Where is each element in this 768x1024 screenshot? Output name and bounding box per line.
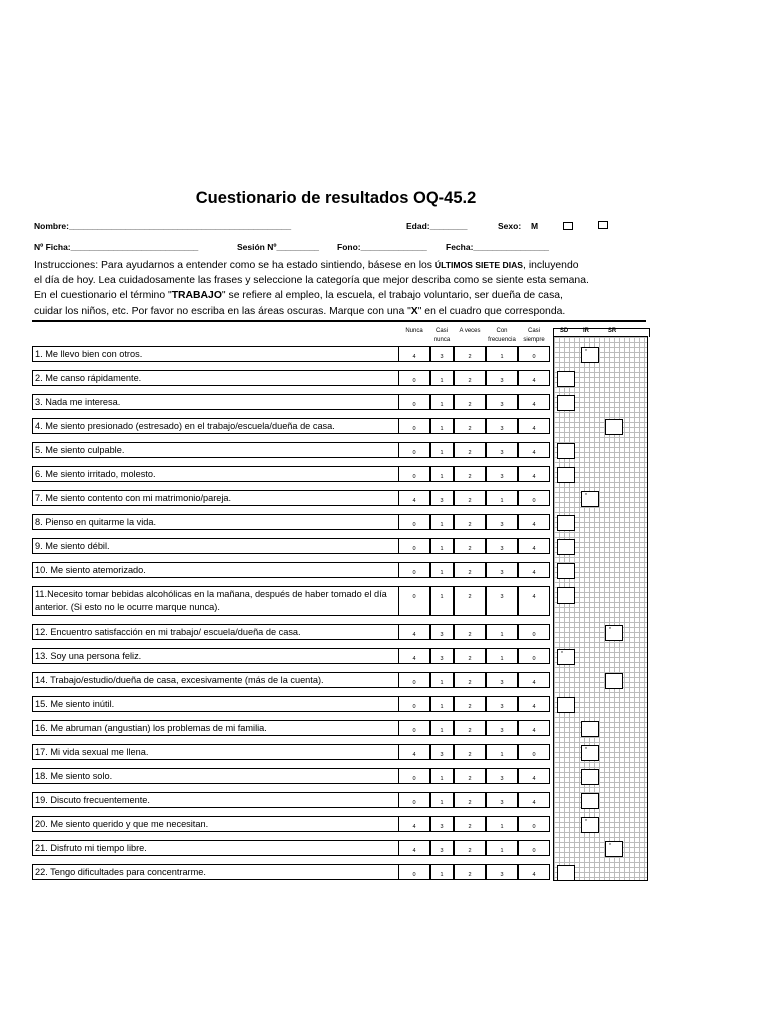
column-header: A veces <box>459 328 481 334</box>
answer-cell[interactable]: 2 <box>454 864 486 880</box>
question-row <box>32 792 550 808</box>
answer-cell[interactable]: 2 <box>454 720 486 736</box>
question-text: 14. Trabajo/estudio/dueña de casa, excesivamente (más de la cuenta). <box>32 672 400 688</box>
subscale-box-sd <box>557 467 575 483</box>
sexo-m-label: M <box>531 221 539 231</box>
subscale-box-sr <box>605 419 623 435</box>
subscale-box-sd <box>557 395 575 411</box>
answer-cell[interactable]: 4 <box>518 514 550 530</box>
answer-cell[interactable]: 0 <box>398 792 430 808</box>
question-text: 1. Me llevo bien con otros. <box>32 346 400 362</box>
subscale-box-sr <box>605 673 623 689</box>
answer-cell[interactable]: 1 <box>486 744 518 760</box>
answer-cell[interactable]: 1 <box>430 514 454 530</box>
question-text: 22. Tengo dificultades para concentrarme. <box>32 864 400 880</box>
question-text: 7. Me siento contento con mi matrimonio/pareja. <box>32 490 400 506</box>
answer-cell[interactable]: 3 <box>486 394 518 410</box>
answer-cell[interactable]: 3 <box>486 720 518 736</box>
answer-cell[interactable]: 1 <box>430 466 454 482</box>
answer-cell[interactable]: 1 <box>486 840 518 856</box>
answer-cell[interactable]: 0 <box>518 648 550 664</box>
subscale-box-ir: * <box>581 347 599 363</box>
answer-cell[interactable]: 2 <box>454 418 486 434</box>
answer-cell[interactable]: 4 <box>518 720 550 736</box>
answer-cell[interactable]: 0 <box>398 720 430 736</box>
answer-cell[interactable]: 3 <box>486 792 518 808</box>
sexo-m-checkbox[interactable] <box>563 222 573 230</box>
question-row <box>32 418 550 434</box>
answer-cell[interactable]: 0 <box>398 586 430 616</box>
question-text: 13. Soy una persona feliz. <box>32 648 400 664</box>
answer-cell[interactable]: 0 <box>518 840 550 856</box>
shaded-scoring-area <box>553 336 648 881</box>
answer-cell[interactable]: 3 <box>486 864 518 880</box>
answer-cell[interactable]: 4 <box>518 466 550 482</box>
question-text: 17. Mi vida sexual me llena. <box>32 744 400 760</box>
answer-cell[interactable]: 3 <box>486 418 518 434</box>
answer-cell[interactable]: 1 <box>430 586 454 616</box>
question-row <box>32 672 550 688</box>
question-row <box>32 490 550 506</box>
answer-cell[interactable]: 0 <box>398 466 430 482</box>
question-row <box>32 370 550 386</box>
question-row <box>32 562 550 578</box>
sesion-field[interactable]: Sesión Nº_________ <box>237 242 320 252</box>
question-row <box>32 768 550 784</box>
fono-field[interactable]: Fono:______________ <box>337 242 427 252</box>
subscale-header-ir: IR <box>583 328 589 334</box>
answer-cell[interactable]: 4 <box>398 840 430 856</box>
subscale-header-sr: SR <box>607 328 617 334</box>
ficha-field[interactable]: Nº Ficha:___________________________ <box>34 242 199 252</box>
answer-cell[interactable]: 3 <box>430 648 454 664</box>
question-text: 2. Me canso rápidamente. <box>32 370 400 386</box>
answer-cell[interactable]: 0 <box>518 346 550 362</box>
answer-cell[interactable]: 3 <box>486 586 518 616</box>
subscale-box-sd <box>557 587 575 604</box>
subscale-box-ir <box>581 721 599 737</box>
answer-cell[interactable]: 0 <box>518 744 550 760</box>
answer-cell[interactable]: 2 <box>454 696 486 712</box>
question-row <box>32 864 550 880</box>
answer-cell[interactable]: 2 <box>454 394 486 410</box>
question-row <box>32 346 550 362</box>
sexo-f-checkbox[interactable] <box>598 221 608 229</box>
answer-cell[interactable]: 1 <box>430 696 454 712</box>
question-text: 8. Pienso en quitarme la vida. <box>32 514 400 530</box>
answer-cell[interactable]: 3 <box>486 370 518 386</box>
question-text: 12. Encuentro satisfacción en mi trabajo/ escuela/dueña de casa. <box>32 624 400 640</box>
answer-cell[interactable]: 4 <box>398 624 430 640</box>
answer-cell[interactable]: 3 <box>486 696 518 712</box>
answer-cell[interactable]: 1 <box>430 562 454 578</box>
answer-cell[interactable]: 4 <box>518 418 550 434</box>
sexo-label: Sexo: <box>498 221 522 231</box>
column-header: Nunca <box>405 328 423 334</box>
answer-cell[interactable]: 3 <box>486 466 518 482</box>
question-row <box>32 466 550 482</box>
question-text: 3. Nada me interesa. <box>32 394 400 410</box>
question-text: 4. Me siento presionado (estresado) en el trabajo/escuela/dueña de casa. <box>32 418 400 434</box>
subscale-box-sd <box>557 539 575 555</box>
answer-cell[interactable]: 1 <box>430 394 454 410</box>
answer-cell[interactable]: 2 <box>454 442 486 458</box>
answer-cell[interactable]: 2 <box>454 346 486 362</box>
answer-cell[interactable]: 1 <box>430 792 454 808</box>
question-text: 16. Me abruman (angustian) los problemas de mi familia. <box>32 720 400 736</box>
answer-cell[interactable]: 3 <box>486 768 518 784</box>
question-text: 15. Me siento inútil. <box>32 696 400 712</box>
subscale-box-sd <box>557 697 575 713</box>
answer-cell[interactable]: 4 <box>398 744 430 760</box>
question-text: 5. Me siento culpable. <box>32 442 400 458</box>
column-header: Casi siempre <box>523 328 545 343</box>
question-text: 20. Me siento querido y que me necesitan. <box>32 816 400 832</box>
question-row <box>32 840 550 856</box>
answer-cell[interactable]: 1 <box>430 672 454 688</box>
answer-cell[interactable]: 4 <box>518 538 550 554</box>
instructions: Instrucciones: Para ayudarnos a entender como se ha estado sintiendo, básese en los ÚLTIMOS SIETE DIAS, incluyendo el día de hoy. Lea cuidadosamente las frases y seleccione la categoría que mejor describa como se siente esta semana. En el cuestionario el término "TRABAJO" se refiere al empleo, la escuela, el trabajo voluntario, ser dueña de casa, cuidar los niños, etc. Por favor no escriba en las áreas oscuras. Marque con una "X" en el cuadro que corresponda. <box>34 260 589 317</box>
subscale-box-sr: * <box>605 625 623 641</box>
answer-cell[interactable]: 0 <box>518 816 550 832</box>
subscale-box-sd <box>557 515 575 531</box>
answer-cell[interactable]: 3 <box>430 346 454 362</box>
subscale-box-sd <box>557 443 575 459</box>
question-row <box>32 442 550 458</box>
answer-cell[interactable]: 3 <box>430 816 454 832</box>
subscale-box-sd: * <box>557 649 575 665</box>
question-row <box>32 394 550 410</box>
page-title: Cuestionario de resultados OQ-45.2 <box>195 189 477 207</box>
answer-cell[interactable]: 4 <box>518 442 550 458</box>
question-row <box>32 720 550 736</box>
question-row <box>32 696 550 712</box>
subscale-box-ir <box>581 793 599 809</box>
answer-cell[interactable]: 0 <box>398 538 430 554</box>
answer-cell[interactable]: 0 <box>398 418 430 434</box>
answer-cell[interactable]: 0 <box>518 490 550 506</box>
answer-cell[interactable]: 0 <box>398 514 430 530</box>
question-row <box>32 816 550 832</box>
answer-cell[interactable]: 3 <box>486 442 518 458</box>
answer-cell[interactable]: 4 <box>518 562 550 578</box>
subscale-header-sd: SD <box>559 328 569 334</box>
answer-cell[interactable]: 0 <box>398 394 430 410</box>
question-row <box>32 744 550 760</box>
answer-cell[interactable]: 1 <box>486 648 518 664</box>
answer-cell[interactable]: 4 <box>518 864 550 880</box>
answer-cell[interactable]: 3 <box>430 840 454 856</box>
question-row <box>32 624 550 640</box>
answer-cell[interactable]: 2 <box>454 370 486 386</box>
answer-cell[interactable]: 3 <box>430 624 454 640</box>
answer-cell[interactable]: 2 <box>454 538 486 554</box>
question-row <box>32 538 550 554</box>
question-text: 18. Me siento solo. <box>32 768 400 784</box>
answer-cell[interactable]: 4 <box>518 696 550 712</box>
question-row <box>32 514 550 530</box>
answer-cell[interactable]: 1 <box>430 442 454 458</box>
answer-cell[interactable]: 2 <box>454 624 486 640</box>
column-header: Casi nunca <box>433 328 451 343</box>
answer-cell[interactable]: 1 <box>486 490 518 506</box>
divider <box>32 320 646 322</box>
nombre-field[interactable]: Nombre:_______________________________________________ <box>34 221 292 231</box>
answer-cell[interactable]: 0 <box>398 442 430 458</box>
answer-cell[interactable]: 4 <box>398 816 430 832</box>
answer-cell[interactable]: 4 <box>398 490 430 506</box>
answer-cell[interactable]: 1 <box>486 346 518 362</box>
subscale-box-ir <box>581 769 599 785</box>
answer-cell[interactable]: 0 <box>398 696 430 712</box>
answer-cell[interactable]: 1 <box>430 864 454 880</box>
answer-cell[interactable]: 2 <box>454 586 486 616</box>
answer-cell[interactable]: 3 <box>486 562 518 578</box>
answer-cell[interactable]: 2 <box>454 672 486 688</box>
answer-cell[interactable]: 0 <box>518 624 550 640</box>
answer-cell[interactable]: 2 <box>454 816 486 832</box>
column-header: Con frecuencia <box>488 328 516 343</box>
answer-cell[interactable]: 2 <box>454 562 486 578</box>
answer-cell[interactable]: 2 <box>454 466 486 482</box>
subscale-box-sd <box>557 865 575 881</box>
answer-cell[interactable]: 3 <box>486 514 518 530</box>
answer-cell[interactable]: 0 <box>398 562 430 578</box>
answer-cell[interactable]: 4 <box>518 768 550 784</box>
question-text: 19. Discuto frecuentemente. <box>32 792 400 808</box>
answer-cell[interactable]: 1 <box>486 816 518 832</box>
answer-cell[interactable]: 4 <box>518 672 550 688</box>
question-text: 11.Necesito tomar bebidas alcohólicas en la mañana, después de haber tomado el día anterior. (Si esto no le ocurre marque nunca). <box>32 586 400 616</box>
answer-cell[interactable]: 4 <box>518 370 550 386</box>
answer-cell[interactable]: 1 <box>430 720 454 736</box>
answer-cell[interactable]: 3 <box>430 490 454 506</box>
subscale-box-ir: * <box>581 745 599 761</box>
answer-cell[interactable]: 2 <box>454 768 486 784</box>
answer-cell[interactable]: 1 <box>430 538 454 554</box>
subscale-box-sd <box>557 371 575 387</box>
answer-cell[interactable]: 2 <box>454 840 486 856</box>
question-row <box>32 586 550 612</box>
answer-cell[interactable]: 0 <box>398 672 430 688</box>
answer-cell[interactable]: 1 <box>430 418 454 434</box>
subscale-box-ir: * <box>581 491 599 507</box>
question-text: 21. Disfruto mi tiempo libre. <box>32 840 400 856</box>
question-row <box>32 648 550 664</box>
answer-cell[interactable]: 0 <box>398 768 430 784</box>
answer-cell[interactable]: 4 <box>398 648 430 664</box>
question-text: 9. Me siento débil. <box>32 538 400 554</box>
answer-cell[interactable]: 2 <box>454 648 486 664</box>
answer-cell[interactable]: 3 <box>486 672 518 688</box>
answer-cell[interactable]: 0 <box>398 864 430 880</box>
answer-cell[interactable]: 4 <box>518 586 550 616</box>
edad-field[interactable]: Edad:________ <box>406 221 468 231</box>
answer-cell[interactable]: 4 <box>518 792 550 808</box>
subscale-box-sd <box>557 563 575 579</box>
answer-cell[interactable]: 1 <box>430 768 454 784</box>
answer-cell[interactable]: 2 <box>454 514 486 530</box>
answer-cell[interactable]: 3 <box>486 538 518 554</box>
answer-cell[interactable]: 2 <box>454 490 486 506</box>
answer-cell[interactable]: 1 <box>486 624 518 640</box>
answer-cell[interactable]: 0 <box>398 370 430 386</box>
answer-cell[interactable]: 3 <box>430 744 454 760</box>
answer-cell[interactable]: 2 <box>454 744 486 760</box>
subscale-box-ir: * <box>581 817 599 833</box>
answer-cell[interactable]: 1 <box>430 370 454 386</box>
fecha-field[interactable]: Fecha:________________ <box>446 242 550 252</box>
answer-cell[interactable]: 2 <box>454 792 486 808</box>
subscale-box-sr: * <box>605 841 623 857</box>
answer-cell[interactable]: 4 <box>398 346 430 362</box>
question-text: 10. Me siento atemorizado. <box>32 562 400 578</box>
answer-cell[interactable]: 4 <box>518 394 550 410</box>
question-text: 6. Me siento irritado, molesto. <box>32 466 400 482</box>
